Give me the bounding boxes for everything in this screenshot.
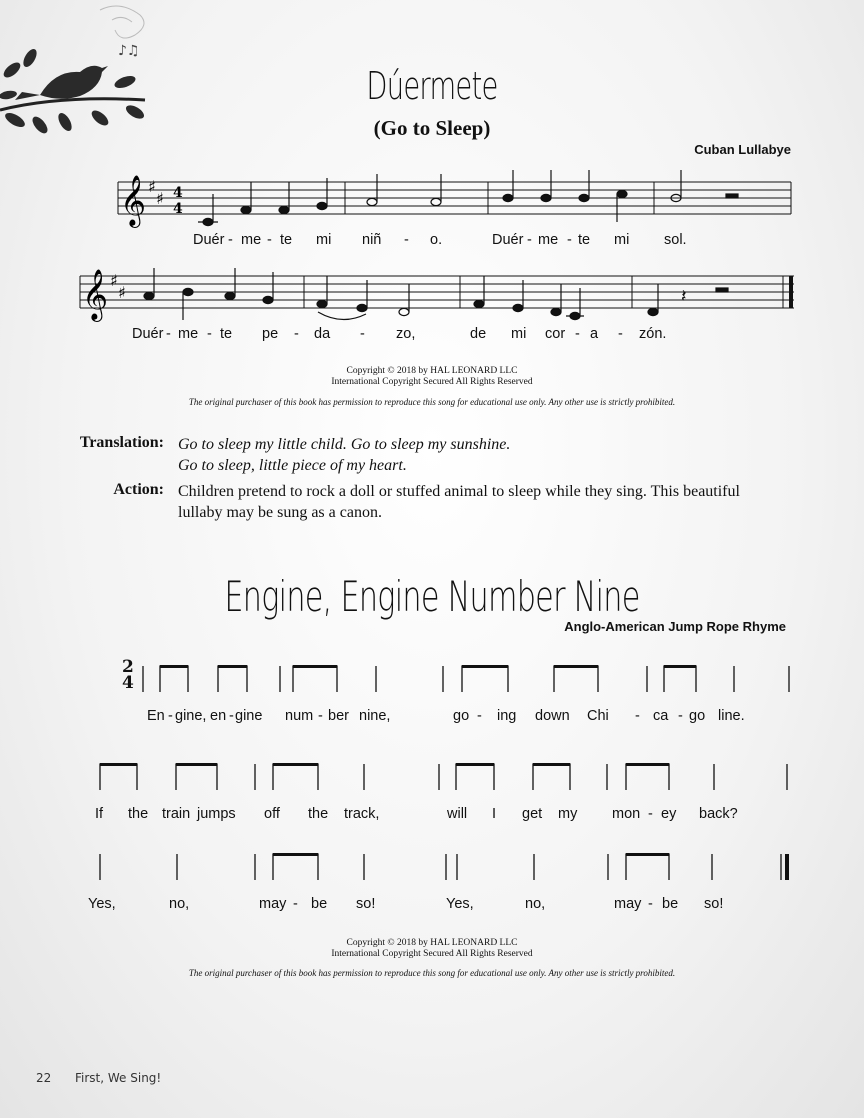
lyric-hyphen: -	[618, 326, 623, 342]
bird-branch-illustration	[0, 0, 160, 150]
lyric-syllable: mi	[316, 232, 332, 248]
song2-notice: The original purchaser of this book has permission to reproduce this song for educational use only. Any other use is strictly prohibited.	[188, 968, 676, 978]
lyric-hyphen: -	[678, 708, 683, 724]
lyric-syllable: be	[662, 896, 679, 912]
page-number: 22	[36, 1071, 52, 1085]
svg-text:♯: ♯	[148, 177, 156, 196]
lyric-hyphen: -	[267, 232, 272, 248]
rhythm-line-2	[0, 758, 864, 798]
lyric-hyphen: -	[575, 326, 580, 342]
lyric-hyphen: -	[567, 232, 572, 248]
lyric-syllable: num	[285, 708, 314, 724]
rhythm-line-3	[0, 848, 864, 888]
lyric-syllable: sol.	[664, 232, 687, 248]
lyric-hyphen: -	[404, 232, 409, 248]
song2-title: Engine, Engine Number Nine	[224, 572, 640, 621]
lyric-syllable: may	[614, 896, 642, 912]
lyric-hyphen: -	[166, 326, 171, 342]
song1-staff-2	[0, 254, 864, 334]
lyric-syllable: me	[178, 326, 199, 342]
lyric-hyphen: -	[207, 326, 212, 342]
lyric-syllable: Duér	[193, 232, 225, 248]
lyric-syllable: no,	[525, 896, 546, 912]
lyric-syllable: back?	[699, 806, 738, 822]
song2-copyright	[232, 938, 632, 960]
song1-notice: The original purchaser of this book has permission to reproduce this song for educational use only. Any other use is strictly prohibited.	[188, 397, 676, 407]
song1-copyright	[232, 366, 632, 388]
lyric-syllable: me	[538, 232, 559, 248]
lyric-syllable: will	[447, 806, 468, 822]
rhythm-line-1	[0, 657, 864, 700]
lyric-syllable: te	[220, 326, 233, 342]
lyric-syllable: mon	[612, 806, 641, 822]
lyric-hyphen: -	[648, 896, 653, 912]
lyric-syllable: gine,	[175, 708, 207, 724]
translation-label: Translation:	[79, 434, 164, 451]
lyric-syllable: so!	[704, 896, 724, 912]
lyric-syllable: ey	[661, 806, 677, 822]
svg-text:4: 4	[173, 201, 183, 217]
lyric-syllable: a	[590, 326, 599, 342]
svg-text:♪♫: ♪♫	[118, 43, 140, 59]
svg-text:4: 4	[173, 185, 183, 201]
book-title: First, We Sing!	[75, 1071, 162, 1085]
lyric-syllable: may	[259, 896, 287, 912]
lyric-syllable: go	[453, 708, 470, 724]
lyric-syllable: If	[95, 806, 104, 822]
copyright-line: Copyright © 2018 by HAL LEONARD LLC	[346, 366, 518, 376]
svg-text:♯: ♯	[118, 283, 126, 302]
lyric-syllable: en	[210, 708, 227, 724]
lyric-hyphen: -	[527, 232, 532, 248]
lyric-hyphen: -	[635, 708, 640, 724]
lyric-syllable: Yes,	[88, 896, 116, 912]
lyric-syllable: jumps	[197, 806, 236, 822]
lyric-syllable: te	[280, 232, 293, 248]
translation-line: Go to sleep my little child. Go to sleep my sunshine.	[178, 436, 511, 453]
time-signature-bottom: 4	[122, 673, 134, 693]
copyright-line: International Copyright Secured All Rights Reserved	[331, 377, 533, 387]
lyric-syllable: go	[689, 708, 706, 724]
time-signature-top: 2	[122, 657, 134, 677]
lyric-syllable: da	[314, 326, 331, 342]
lyric-syllable: zo,	[396, 326, 416, 342]
action-label: Action:	[113, 481, 164, 498]
lyric-syllable: Chi	[587, 708, 609, 724]
lyric-syllable: I	[492, 806, 497, 822]
song1-title: Dúermete	[366, 64, 498, 108]
lyric-syllable: track,	[344, 806, 380, 822]
song1-source: Cuban Lullabye	[694, 142, 791, 157]
lyric-syllable: get	[522, 806, 543, 822]
lyric-syllable: te	[578, 232, 591, 248]
lyric-syllable: ing	[497, 708, 517, 724]
lyric-hyphen: -	[168, 708, 173, 724]
lyric-syllable: down	[535, 708, 570, 724]
lyric-syllable: gine	[235, 708, 263, 724]
lyric-syllable: Duér	[492, 232, 524, 248]
lyric-syllable: off	[264, 806, 280, 822]
svg-text:♯: ♯	[110, 271, 118, 290]
lyric-syllable: zón.	[639, 326, 667, 342]
song1-staff-1	[0, 160, 864, 240]
lyric-syllable: the	[308, 806, 329, 822]
translation-line: Go to sleep, little piece of my heart.	[178, 457, 407, 474]
translation-text	[178, 434, 798, 476]
lyric-syllable: pe	[262, 326, 279, 342]
lyric-syllable: En	[147, 708, 165, 724]
lyric-syllable: niñ	[362, 232, 382, 248]
lyric-syllable: cor	[545, 326, 566, 342]
lyric-hyphen: -	[318, 708, 323, 724]
copyright-line: Copyright © 2018 by HAL LEONARD LLC	[346, 938, 518, 948]
lyric-hyphen: -	[293, 896, 298, 912]
treble-clef-icon: 𝄞	[120, 175, 147, 226]
lyric-syllable: train	[162, 806, 191, 822]
lyric-syllable: ca	[653, 708, 669, 724]
lyric-syllable: Duér	[132, 326, 164, 342]
lyric-syllable: nine,	[359, 708, 391, 724]
lyric-syllable: so!	[356, 896, 376, 912]
lyric-hyphen: -	[477, 708, 482, 724]
song2-source: Anglo-American Jump Rope Rhyme	[564, 619, 786, 634]
svg-text:♯: ♯	[156, 189, 164, 208]
lyric-syllable: de	[470, 326, 487, 342]
lyric-syllable: Yes,	[446, 896, 474, 912]
action-text: Children pretend to rock a doll or stuffed animal to sleep while they sing. This beautiful lullaby may be sung as a canon.	[178, 483, 740, 521]
lyric-syllable: mi	[614, 232, 630, 248]
lyric-syllable: mi	[511, 326, 527, 342]
copyright-line: International Copyright Secured All Rights Reserved	[331, 949, 533, 959]
treble-clef-icon: 𝄞	[82, 269, 109, 320]
lyric-hyphen: -	[228, 232, 233, 248]
lyric-syllable: be	[311, 896, 328, 912]
lyric-hyphen: -	[360, 326, 365, 342]
lyric-syllable: o.	[430, 232, 443, 248]
lyric-syllable: line.	[718, 708, 745, 724]
lyric-syllable: me	[241, 232, 262, 248]
lyric-syllable: my	[558, 806, 578, 822]
lyric-syllable: no,	[169, 896, 190, 912]
lyric-syllable: the	[128, 806, 149, 822]
lyric-hyphen: -	[648, 806, 653, 822]
lyric-hyphen: -	[229, 708, 234, 724]
svg-text:𝄽: 𝄽	[681, 286, 687, 307]
lyric-hyphen: -	[294, 326, 299, 342]
lyric-syllable: ber	[328, 708, 349, 724]
song1-subtitle: (Go to Sleep)	[373, 116, 491, 140]
